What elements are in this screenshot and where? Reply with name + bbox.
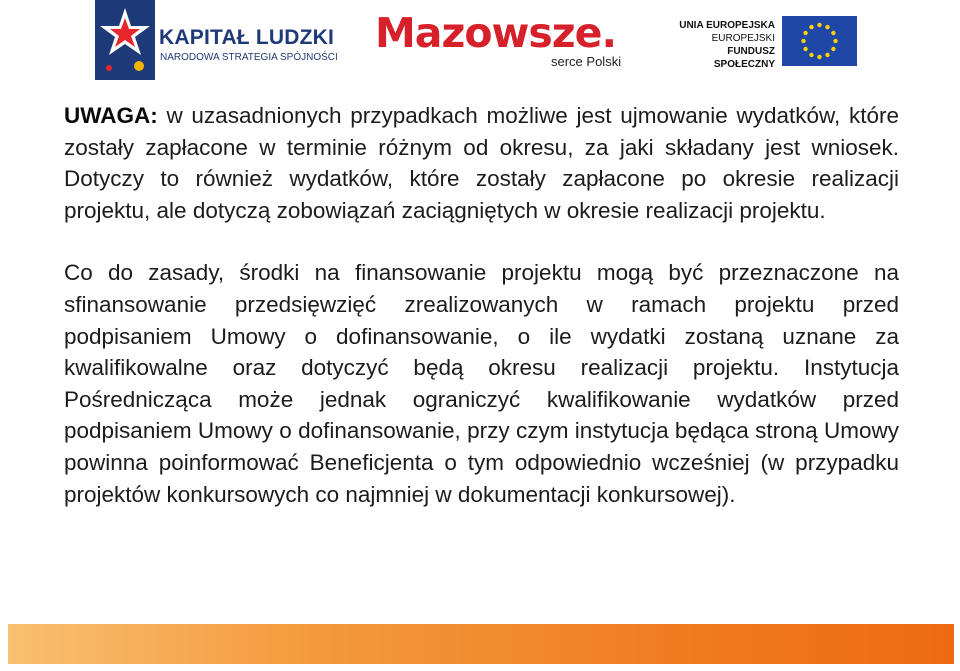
eu-line-3: FUNDUSZ SPOŁECZNY xyxy=(713,46,775,70)
kapital-ludzki-star-icon xyxy=(95,0,155,80)
document-body xyxy=(64,100,899,510)
eu-text xyxy=(675,19,775,71)
kapital-ludzki-title: KAPITAŁ LUDZKI xyxy=(159,26,335,49)
kapital-ludzki-subtitle: NARODOWA STRATEGIA SPÓJNOŚCI xyxy=(160,52,338,63)
eu-flag-icon xyxy=(782,16,857,66)
mazowsze-tagline: serce Polski xyxy=(551,54,622,69)
uwaga-label: UWAGA: xyxy=(64,103,158,128)
mazowsze-logo xyxy=(375,5,635,75)
eu-logo xyxy=(675,16,875,76)
eu-line-2: EUROPEJSKI xyxy=(711,33,775,44)
eu-line-1: UNIA EUROPEJSKA xyxy=(679,20,775,31)
mazowsze-wordmark: Mazowsze. xyxy=(375,9,617,57)
paragraph-uwaga xyxy=(64,100,899,226)
paragraph-zasady: Co do zasady, środki na finansowanie projektu mogą być przeznaczone na sfinansowanie przedsięwzięć zrealizowanych w ramach projektu przed podpisaniem Umowy o dofinansowanie, o ile wydatki zostaną uznane za kwalifikowalne oraz dotyczyć będą okresu realizacji projektu. Instytucja Pośrednicząca może jednak ograniczyć kwalifikowanie wydatków przed podpisaniem Umowy o dofinansowanie, przy czym instytucja będąca stroną Umowy powinna poinformować Beneficjenta o tym odpowiednio wcześniej (w przypadku projektów konkursowych co najmniej w dokumentacji konkursowej). xyxy=(64,260,899,507)
logo-bar xyxy=(0,0,960,80)
kapital-ludzki-logo xyxy=(95,0,345,80)
footer-bar xyxy=(8,624,954,664)
paragraph-uwaga-text: w uzasadnionych przypadkach możliwe jest ujmowanie wydatków, które zostały zapłacone w terminie różnym od okresu, za jaki składany jest wniosek. Dotyczy to również wydatków, które zostały zapłacone po okresie realizacji projektu, ale dotyczą zobowiązań zaciągniętych w okresie realizacji projektu. xyxy=(64,103,899,223)
